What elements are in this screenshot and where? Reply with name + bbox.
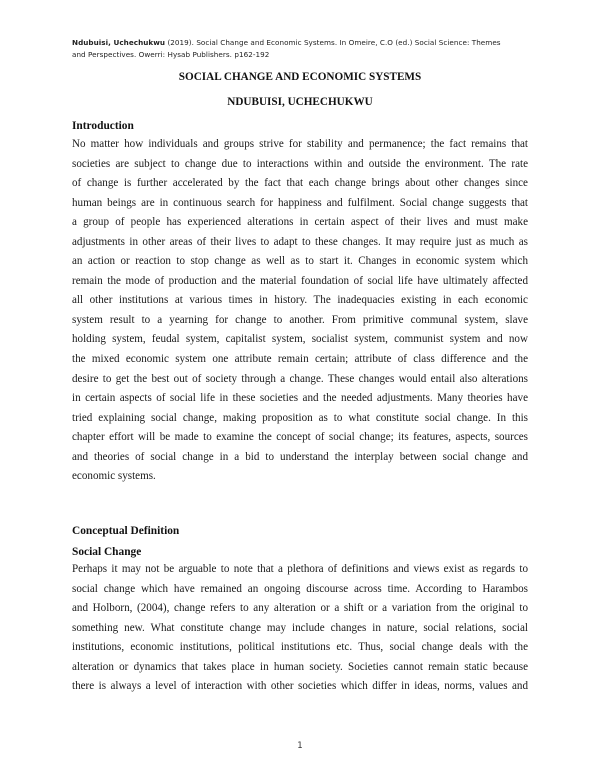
page-number: 1 bbox=[297, 741, 303, 751]
paragraph-line: something new. What constitute change may include changes in nature, social relations, social bbox=[72, 621, 528, 634]
paragraph-line: there is always a level of interaction with other societies which differ in ideas, norms, values and bbox=[72, 680, 528, 693]
paragraph-line: Perhaps it may not be arguable to note that a plethora of definitions and views exist as regards to bbox=[72, 563, 528, 575]
paragraph-line: all other institutions at various times in history. The inadequacies existing in each economic bbox=[72, 294, 528, 307]
paragraph-line: an action or reaction to stop change as well as to start it. Changes in economic system which bbox=[72, 255, 528, 268]
paragraph-line: holding system, feudal system, capitalist system, socialist system, communist system and now bbox=[72, 333, 528, 346]
citation-line-1-rest: (2019). Social Change and Economic Systems. In Omeire, C.O (ed.) Social Science: Themes bbox=[165, 38, 501, 47]
paragraph-line: chapter effort will be made to examine the concept of social change; its features, aspects, sources bbox=[72, 431, 528, 444]
paragraph-line: and Holborn, (2004), change refers to any alteration or a shift or a variation from the original to bbox=[72, 602, 528, 615]
introduction-paragraph bbox=[72, 135, 528, 487]
paragraph-line: tried explaining social change, making proposition as to what constitute social change. In this bbox=[72, 411, 528, 424]
citation-line-1 bbox=[72, 37, 528, 49]
citation-author: Ndubuisi, Uchechukwu bbox=[72, 38, 166, 47]
social-change-paragraph bbox=[72, 560, 528, 697]
paragraph-line: a group of people has experienced alterations in certain aspect of their lives and must make bbox=[72, 216, 528, 229]
social-change-subheading: Social Change bbox=[72, 546, 142, 558]
paragraph-line: social change which have remained an ongoing discourse across time. According to Harambos bbox=[72, 582, 528, 595]
paragraph-line: and theories of social change in a bid to understand the interplay between social change and bbox=[72, 450, 528, 463]
introduction-heading: Introduction bbox=[72, 120, 134, 132]
paragraph-line: alteration or dynamics that takes place in human society. Societies cannot remain static because bbox=[72, 660, 528, 673]
conceptual-definition-heading: Conceptual Definition bbox=[72, 525, 180, 537]
paragraph-line: societies are subject to change due to interactions within and outside the environment. The rate bbox=[72, 157, 528, 170]
paragraph-line: No matter how individuals and groups strive for stability and permanence; the fact remains that bbox=[72, 138, 528, 150]
document-author: NDUBUISI, UCHECHUKWU bbox=[227, 96, 373, 108]
paragraph-line: institutions, economic institutions, political institutions etc. Thus, social change deals with the bbox=[72, 641, 528, 654]
paragraph-line: in certain aspects of social life in these societies and the needed adjustments. Many theories have bbox=[72, 392, 528, 405]
paragraph-line: remain the mode of production and the material foundation of social life have ultimately affected bbox=[72, 274, 528, 287]
paragraph-line: adjustments in other areas of their lives to adapt to these changes. It may require just as much as bbox=[72, 235, 528, 248]
paragraph-line: of change is further accelerated by the fact that each change brings about other changes since bbox=[72, 177, 528, 190]
citation-line-2: and Perspectives. Owerri: Hysab Publishers. p162-192 bbox=[72, 50, 270, 59]
paragraph-line: the mixed economic system one attribute remain certain; attribute of class difference and the bbox=[72, 353, 528, 366]
paragraph-line: economic systems. bbox=[72, 470, 156, 483]
paragraph-line: system result to a yearning for change to another. From primitive communal system, slave bbox=[72, 313, 528, 326]
paragraph-line: desire to get the best out of society through a change. These changes would entail also alterations bbox=[72, 372, 528, 385]
citation-header bbox=[72, 37, 528, 61]
paragraph-line: human beings are in continuous search for happiness and fulfilment. Social change suggests that bbox=[72, 196, 528, 209]
document-title: SOCIAL CHANGE AND ECONOMIC SYSTEMS bbox=[178, 71, 422, 83]
